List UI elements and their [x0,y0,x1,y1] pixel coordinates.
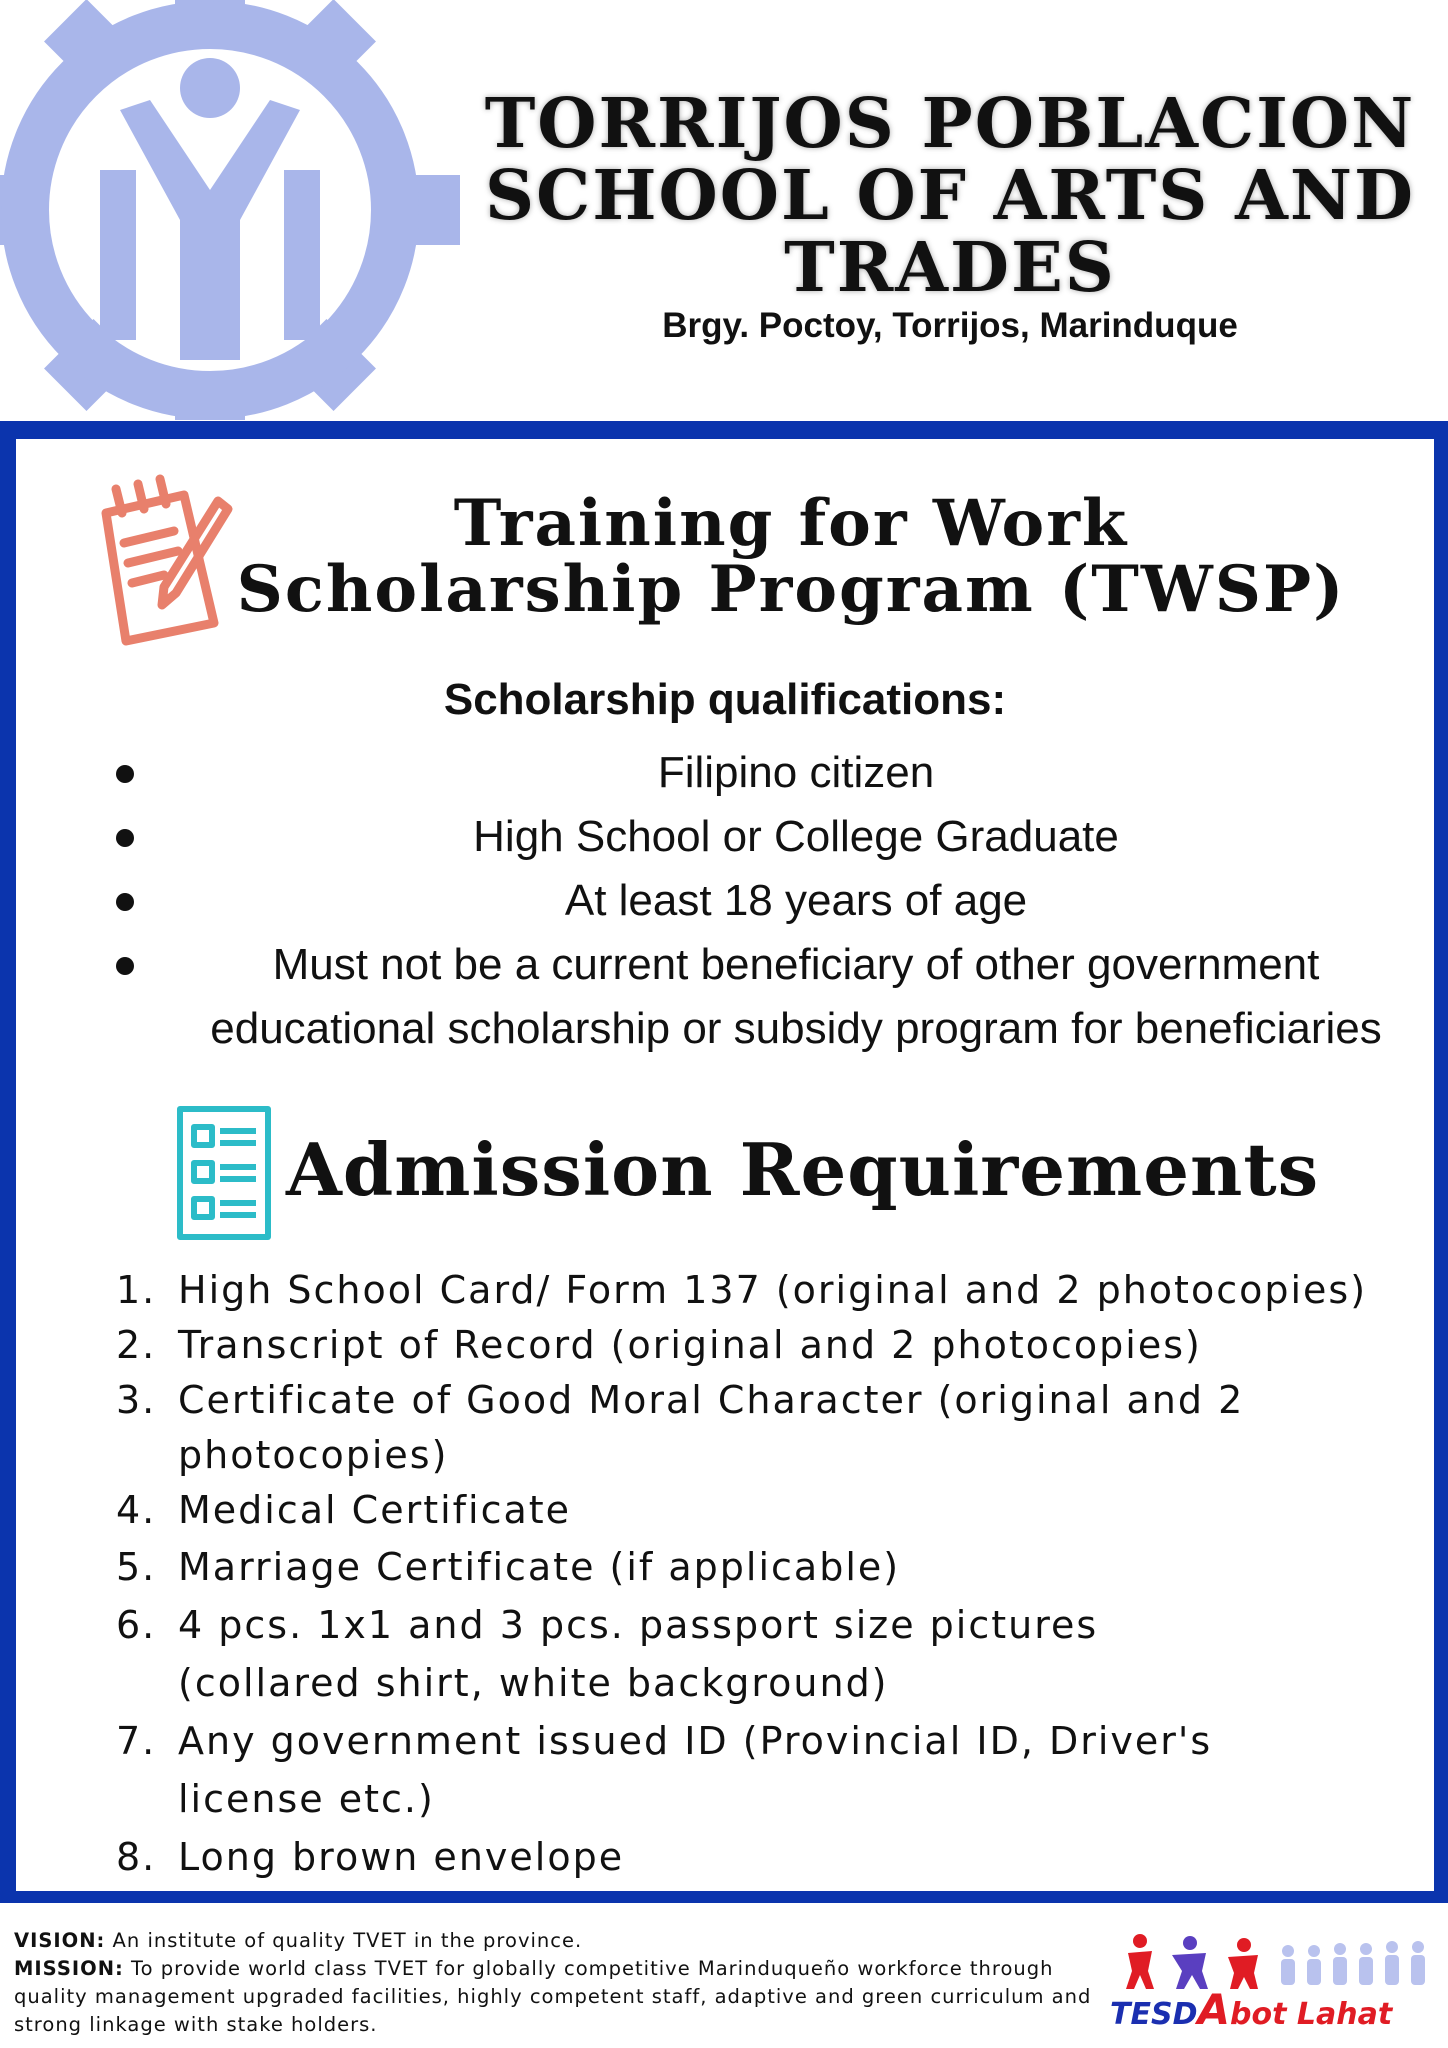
program-title [216,486,1366,627]
requirement-item: 7. Any government issued ID (Provincial ID, Driver's license etc.) [116,1712,1416,1828]
main-panel-border [0,421,1448,1903]
qualification-item: Must not be a current beneficiary of other government educational scholarship or subsidy program for beneficiaries [116,933,1416,1061]
qualification-item: Filipino citizen [116,741,1416,805]
requirement-number: 4. [116,1488,157,1532]
people-figures-icon [1108,1931,1438,1991]
requirement-number: 5. [116,1545,157,1589]
requirement-number: 6. [116,1603,157,1647]
school-address: Brgy. Poctoy, Torrijos, Marinduque [662,306,1238,345]
vision-mission-text [14,1927,1114,2039]
requirement-number: 2. [116,1323,157,1367]
program-title-line-2: Scholarship Program (TWSP) [236,552,1346,627]
requirement-item: 4. Medical Certificate [116,1483,1416,1538]
qualifications-heading: Scholarship qualifications: [443,675,1007,724]
bullet-icon [116,957,134,975]
admission-requirements-title: Admission Requirements [286,1127,1320,1212]
requirement-item: 3. Certificate of Good Moral Character (original and 2 photocopies) [116,1373,1416,1483]
school-name [470,84,1430,308]
requirement-item: 1. High School Card/ Form 137 (original and 2 photocopies) [116,1263,1416,1318]
requirement-item: 6. 4 pcs. 1x1 and 3 pcs. passport size pictures (collared shirt, white background) [116,1596,1416,1712]
requirement-number: 3. [116,1378,157,1422]
header [0,0,1448,420]
program-title-line-1: Training for Work [453,486,1129,561]
requirement-item: 5. Marriage Certificate (if applicable) [116,1538,1416,1596]
requirement-item: 8. Long brown envelope [116,1828,1416,1886]
qualification-item: At least 18 years of age [116,869,1416,933]
tesda-gear-logo-icon [0,0,470,420]
bullet-icon [116,893,134,911]
qualification-item: High School or College Graduate [116,805,1416,869]
checklist-icon [174,1103,274,1243]
requirement-number: 8. [116,1835,157,1879]
school-name-line-1: TORRIJOS POBLACION [484,84,1416,164]
notepad-pencil-icon [76,473,236,653]
tesda-logo-text: TESDAbot Lahat [1110,1985,1393,2034]
admission-requirements-list [116,1263,1416,1886]
mission-statement: MISSION: To provide world class TVET for globally competitive Marinduqueño workforce through quality management upgraded facilities, highly competent staff, adaptive and green curriculum and strong linkage with stake holders. [14,1957,1092,2036]
qualifications-list [116,741,1416,1061]
school-name-line-2: SCHOOL OF ARTS AND [485,156,1415,236]
bullet-icon [116,829,134,847]
vision-statement: VISION: An institute of quality TVET in the province. [14,1929,583,1952]
bullet-icon [116,765,134,783]
main-panel [16,439,1434,1891]
requirement-item: 2. Transcript of Record (original and 2 photocopies) [116,1318,1416,1373]
tesda-abot-lahat-logo [1108,1931,1438,2034]
requirement-number: 7. [116,1719,157,1763]
footer [0,1903,1448,2048]
requirement-number: 1. [116,1268,157,1312]
school-name-line-3: TRADES [784,228,1116,308]
